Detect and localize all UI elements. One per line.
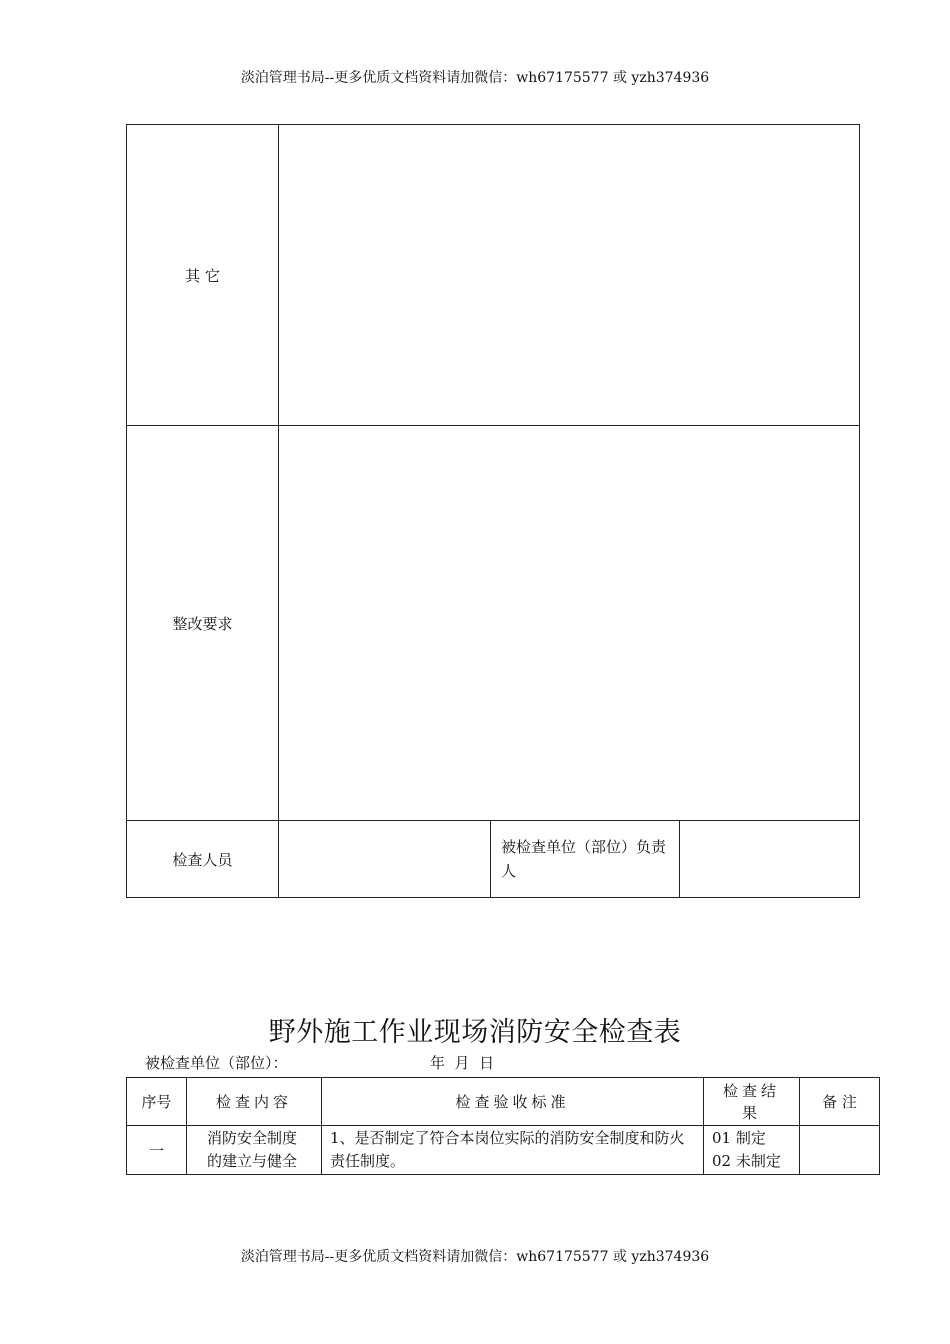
other-label: 其 它	[127, 125, 279, 426]
table-row	[127, 821, 860, 898]
other-content-cell[interactable]	[279, 125, 860, 426]
col-header-standard: 检查验收标准	[322, 1078, 704, 1126]
unit-label: 被检查单位（部位）：	[145, 1054, 288, 1072]
result-option-established[interactable]: 01 制定	[712, 1129, 766, 1147]
row-standard: 1、是否制定了符合本岗位实际的消防安全制度和防火责任制度。	[322, 1126, 704, 1175]
col-header-remark: 备 注	[800, 1078, 880, 1126]
col-header-content: 检查内容	[187, 1078, 322, 1126]
table-row	[127, 426, 860, 821]
table-header-row	[127, 1078, 880, 1126]
fire-safety-checklist-table	[126, 1077, 880, 1175]
unit-line	[145, 1052, 495, 1073]
result-option-not-established[interactable]: 02 未制定	[712, 1152, 781, 1170]
form-title: 野外施工作业现场消防安全检查表	[268, 1017, 682, 1048]
table-row	[127, 125, 860, 426]
inspector-value-cell[interactable]	[279, 821, 491, 898]
inspector-label: 检查人员	[127, 821, 279, 898]
col-header-result: 检查结果	[704, 1078, 800, 1126]
col-header-index: 序号	[127, 1078, 187, 1126]
row-remark[interactable]	[800, 1126, 880, 1175]
page-header: 淡泊管理书局--更多优质文档资料请加微信：wh67175577 或 yzh374936	[240, 70, 710, 86]
responsible-label: 被检查单位（部位）负责人	[491, 821, 680, 898]
page-footer: 淡泊管理书局--更多优质文档资料请加微信：wh67175577 或 yzh374936	[240, 1249, 710, 1265]
responsible-value-cell[interactable]	[680, 821, 860, 898]
row-content: 消防安全制度的建立与健全	[187, 1126, 322, 1175]
inspection-summary-table	[126, 124, 860, 898]
rectify-label: 整改要求	[127, 426, 279, 821]
row-result[interactable]	[704, 1126, 800, 1175]
rectify-content-cell[interactable]	[279, 426, 860, 821]
date-label: 年 月 日	[430, 1054, 495, 1072]
table-row	[127, 1126, 880, 1175]
row-index: 一	[127, 1126, 187, 1175]
